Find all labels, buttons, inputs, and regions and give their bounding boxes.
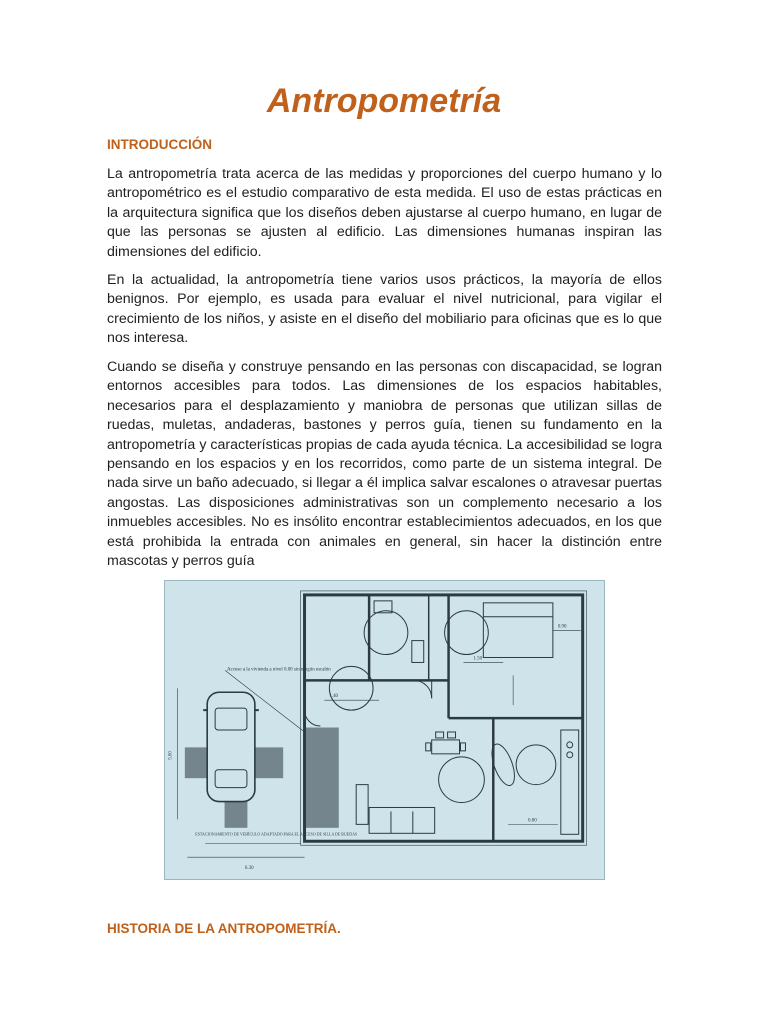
dimension-5: 5.00	[168, 751, 174, 760]
dimension-3: 1.50	[473, 656, 483, 662]
turning-circle-kitchen	[516, 745, 556, 785]
floor-plan-figure	[164, 580, 605, 880]
intro-heading: INTRODUCCIÓN	[107, 137, 212, 152]
turning-circle-hall	[329, 666, 373, 710]
paragraph-3: Cuando se diseña y construye pensando en las personas con discapacidad, se logran entornos accesibles para todos. Las dimensiones de los espacios habitables, necesarios para el desplazamiento y maniobra de personas que utilizan sillas de ruedas, muletas, andaderas, bastones y perros guía, tienen su fundamento en la antropometría y características propias de cada ayuda técnica. La accesibilidad se logra pensando en los espacios y en los recorridos, como parte de un sistema integral. De nada sirve un baño adecuado, si llegar a él implica salvar escalones o atravesar puertas angostas. Las disposiciones administrativas son un complemento necesario a los inmuebles accesibles. No es insólito encontrar establecimientos adecuados, en los que está prohibida la entrada con animales en general, sin hacer la distinción entre mascotas y perros guía	[107, 359, 662, 570]
entrance-ramp	[307, 728, 339, 827]
dimension-4: 0.80	[528, 818, 537, 824]
history-heading: HISTORIA DE LA ANTROPOMETRÍA.	[107, 921, 341, 936]
paragraph-1: La antropometría trata acerca de las medidas y proporciones del cuerpo humano y lo antropométrico es el estudio comparativo de esta medida. El uso de estas prácticas en la arquitectura significa que los diseños deben ajustarse al cuerpo humano, en lugar de que las personas se ajusten al edificio. Las dimensiones humanas inspiran las dimensiones del edificio.	[107, 166, 662, 260]
turning-circle-living	[439, 757, 485, 803]
dining-table	[432, 740, 460, 754]
sofa	[369, 807, 435, 833]
turning-circle-bedroom	[445, 611, 489, 655]
dimension-1: 1.40	[329, 694, 339, 700]
car-icon	[203, 692, 259, 801]
page-title: Antropometría	[266, 82, 502, 120]
turning-circle-bathroom	[364, 611, 408, 655]
toilet	[412, 641, 424, 663]
dimension-2: 0.90	[557, 624, 567, 630]
parking-label: ESTACIONAMIENTO DE VEHÍCULO ADAPTADO PARA EL ACCESO DE SILLA DE RUEDAS	[195, 831, 358, 837]
dimension-total: 6.30	[244, 866, 254, 872]
floor-plan-drawing	[165, 581, 604, 879]
paragraph-2: En la actualidad, la antropometría tiene varios usos prácticos, la mayoría de ellos benignos. Por ejemplo, es usada para evaluar el nivel nutricional, para vigilar el crecimiento de los niños, y asiste en el diseño del mobiliario para oficinas que es lo que nos interesa.	[107, 272, 662, 347]
kitchen-counter	[561, 730, 579, 834]
access-note: Acceso a la vivienda a nivel 0.00 sin ningún escalón	[227, 667, 331, 673]
bed	[483, 603, 553, 658]
